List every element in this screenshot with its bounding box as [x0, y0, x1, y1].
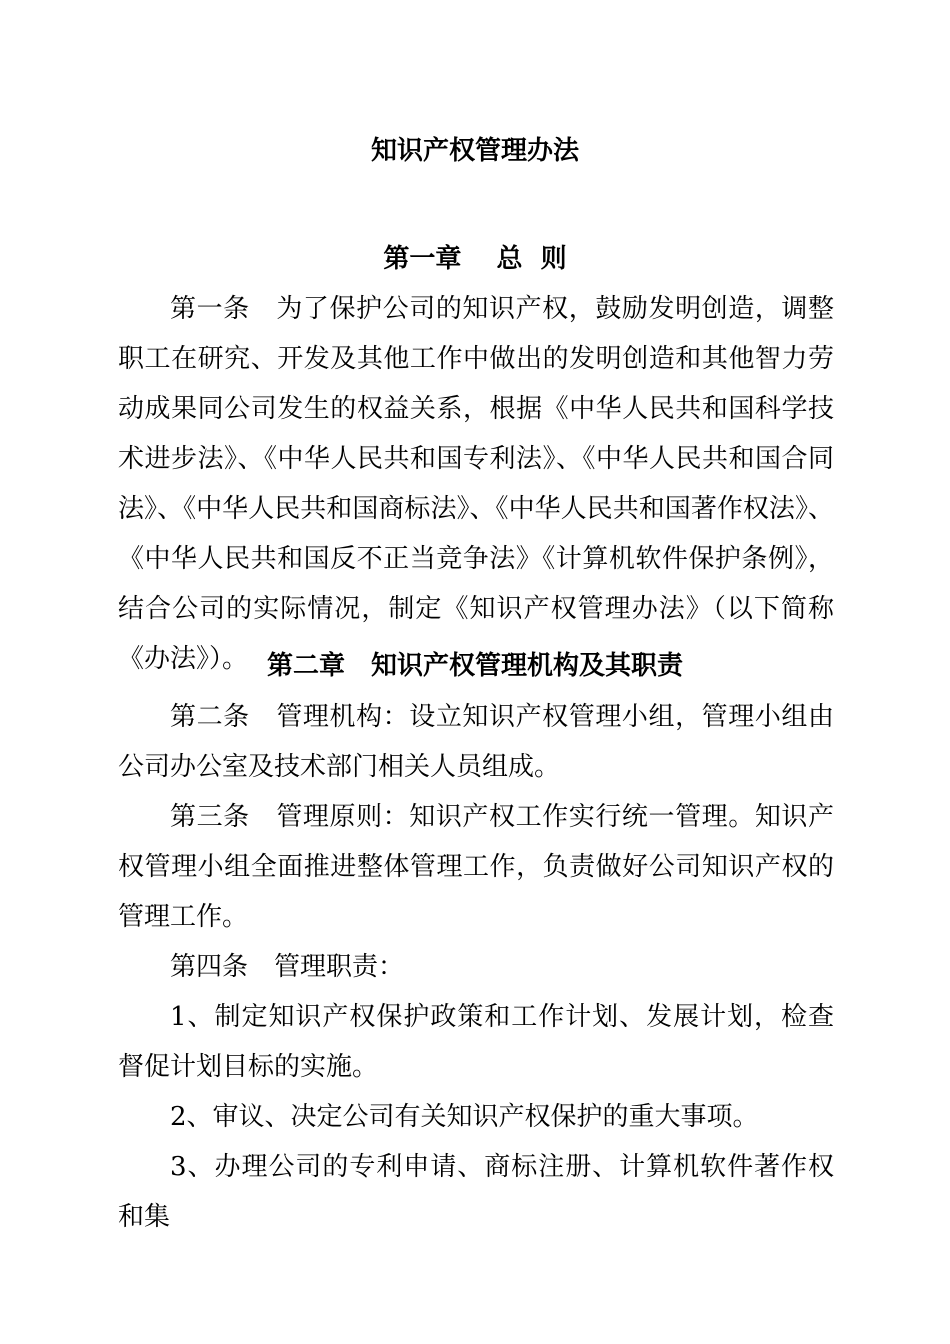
chapter-heading-2: 第二章 知识产权管理机构及其职责 — [266, 651, 683, 681]
duty-item-1: 1、制定知识产权保护政策和工作计划、发展计划，检查督促计划目标的实施。 — [118, 1002, 834, 1082]
chapter-heading-1: 第一章 总 则 — [383, 244, 567, 274]
duty-item-2: 2、审议、决定公司有关知识产权保护的重大事项。 — [170, 1102, 759, 1132]
article-3: 第三条 管理原则：知识产权工作实行统一管理。知识产权管理小组全面推进整体管理工作，负责做好公司知识产权的管理工作。 — [118, 802, 834, 932]
article-2: 第二条 管理机构：设立知识产权管理小组，管理小组由公司办公室及技术部门相关人员组成。 — [118, 702, 834, 782]
article-4: 第四条 管理职责： — [170, 952, 405, 982]
duty-item-3: 3、办理公司的专利申请、商标注册、计算机软件著作权和集 — [118, 1152, 834, 1232]
article-1: 第一条 为了保护公司的知识产权，鼓励发明创造，调整职工在研究、开发及其他工作中做出的发明创造和其他智力劳动成果同公司发生的权益关系，根据《中华人民共和国科学技术进步法》、《中华人民共和国专利法》、《中华人民共和国合同法》、《中华人民共和国商标法》、《中华人民共和国著作权法》、《中华人民共和国反不正当竞争法》《计算机软件保护条例》，结合公司的实际情况，制定《知识产权管理办法》（以下简称《办法》）。 — [118, 294, 834, 674]
document-title: 知识产权管理办法 — [370, 136, 579, 166]
